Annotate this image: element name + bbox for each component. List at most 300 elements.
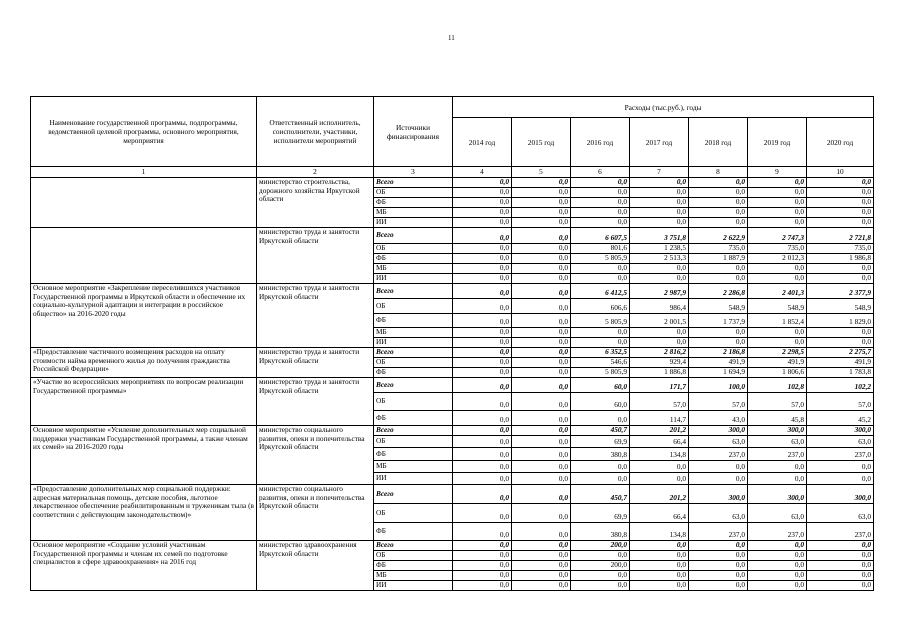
- funding-source: ФБ: [374, 254, 453, 264]
- expense-value: 102,2: [807, 378, 874, 393]
- expense-value: 0,0: [748, 188, 807, 198]
- expense-value: 0,0: [453, 228, 512, 244]
- expense-value: 0,0: [630, 218, 689, 228]
- expense-value: 548,9: [689, 299, 748, 314]
- expense-value: 0,0: [453, 393, 512, 411]
- funding-source: ИИ: [374, 338, 453, 348]
- expense-value: 43,0: [689, 411, 748, 426]
- expense-value: 0,0: [571, 328, 630, 338]
- expense-value: 57,0: [630, 393, 689, 411]
- funding-source: Всего: [374, 426, 453, 436]
- expense-value: 2 816,2: [630, 348, 689, 358]
- funding-source: ФБ: [374, 561, 453, 571]
- column-number: 10: [807, 167, 874, 178]
- expense-value: 0,0: [689, 581, 748, 591]
- expense-value: 450,7: [571, 485, 630, 504]
- expense-value: 0,0: [453, 178, 512, 188]
- measure-description: Основное мероприятие «Закрепление переселившихся участников Государственной программы в Иркутской области и обеспечение их социально-культурной адаптации и интеграции в российское общество» на 2016-2020 годы: [31, 284, 257, 348]
- expense-value: 0,0: [453, 523, 512, 541]
- expense-value: 0,0: [689, 178, 748, 188]
- expense-value: 0,0: [512, 378, 571, 393]
- expense-value: 546,6: [571, 358, 630, 368]
- measure-description: «Предоставление частичного возмещения расходов на оплату стоимости найма временного жилья до получения гражданства Российской Федерации»: [31, 348, 257, 378]
- expense-value: 100,0: [689, 378, 748, 393]
- expense-value: 0,0: [512, 348, 571, 358]
- expense-value: 0,0: [512, 284, 571, 299]
- expense-value: 66,4: [630, 436, 689, 448]
- expense-value: 0,0: [453, 218, 512, 228]
- expense-value: 0,0: [630, 274, 689, 284]
- expense-value: 0,0: [571, 571, 630, 581]
- expense-value: 0,0: [453, 198, 512, 208]
- expense-value: 237,0: [807, 448, 874, 461]
- expense-value: 1 238,5: [630, 244, 689, 254]
- column-number: 2: [257, 167, 374, 178]
- expense-value: 6 412,5: [571, 284, 630, 299]
- expense-value: 0,0: [512, 561, 571, 571]
- expense-value: 300,0: [807, 426, 874, 436]
- expense-value: 0,0: [689, 473, 748, 485]
- expense-value: 0,0: [453, 473, 512, 485]
- expense-value: 1 783,8: [807, 368, 874, 378]
- expense-value: 0,0: [630, 541, 689, 551]
- funding-source: ФБ: [374, 411, 453, 426]
- expense-value: 0,0: [571, 581, 630, 591]
- expense-value: 2 747,3: [748, 228, 807, 244]
- expense-value: 2 513,3: [630, 254, 689, 264]
- expense-value: 0,0: [748, 208, 807, 218]
- responsible-executor: министерство строительства, дорожного хозяйства Иркутской области: [257, 178, 374, 228]
- expense-value: 0,0: [571, 264, 630, 274]
- funding-source: МБ: [374, 208, 453, 218]
- expense-value: 0,0: [453, 561, 512, 571]
- expense-value: 0,0: [689, 561, 748, 571]
- expense-value: 0,0: [689, 328, 748, 338]
- expense-value: 0,0: [453, 338, 512, 348]
- expense-value: 300,0: [807, 485, 874, 504]
- expense-value: 0,0: [630, 461, 689, 473]
- column-number: 3: [374, 167, 453, 178]
- funding-source: ОБ: [374, 551, 453, 561]
- expense-value: 0,0: [748, 473, 807, 485]
- expense-value: 0,0: [512, 338, 571, 348]
- expense-value: 0,0: [512, 504, 571, 523]
- funding-source: ИИ: [374, 218, 453, 228]
- expense-value: 200,0: [571, 541, 630, 551]
- expense-value: 0,0: [571, 178, 630, 188]
- responsible-executor: министерство здравоохранения Иркутской области: [257, 541, 374, 591]
- expense-value: 2 012,3: [748, 254, 807, 264]
- column-number: 1: [31, 167, 257, 178]
- expense-value: 1 806,6: [748, 368, 807, 378]
- expense-value: 300,0: [689, 426, 748, 436]
- header-year: 2014 год: [453, 118, 512, 167]
- expense-value: 237,0: [689, 523, 748, 541]
- expense-value: 0,0: [748, 551, 807, 561]
- expense-value: 300,0: [689, 485, 748, 504]
- expense-value: 1 829,0: [807, 314, 874, 328]
- expense-value: 201,2: [630, 485, 689, 504]
- expense-value: 0,0: [512, 541, 571, 551]
- expense-value: 0,0: [512, 208, 571, 218]
- funding-source: Всего: [374, 541, 453, 551]
- expense-value: 0,0: [748, 561, 807, 571]
- expense-value: 0,0: [748, 571, 807, 581]
- expense-value: 0,0: [748, 328, 807, 338]
- expense-value: 0,0: [453, 299, 512, 314]
- expense-value: 0,0: [453, 328, 512, 338]
- funding-source: Всего: [374, 284, 453, 299]
- responsible-executor: министерство труда и занятости Иркутской области: [257, 348, 374, 378]
- expense-value: 0,0: [571, 551, 630, 561]
- header-name-column: Наименование государственной программы, подпрограммы, ведомственной целевой программы, основного мероприятия, мероприятия: [31, 97, 257, 167]
- table-row: [31, 228, 874, 244]
- column-number: 6: [571, 167, 630, 178]
- expense-value: 0,0: [807, 188, 874, 198]
- column-number: 9: [748, 167, 807, 178]
- expense-value: 0,0: [807, 264, 874, 274]
- expense-value: 63,0: [748, 436, 807, 448]
- expense-value: 2 401,3: [748, 284, 807, 299]
- header-year: 2015 год: [512, 118, 571, 167]
- expense-value: 0,0: [512, 264, 571, 274]
- expense-value: 0,0: [748, 581, 807, 591]
- expense-value: 735,0: [807, 244, 874, 254]
- expense-value: 2 186,8: [689, 348, 748, 358]
- expense-value: 0,0: [512, 299, 571, 314]
- expense-value: 380,8: [571, 523, 630, 541]
- expense-value: 0,0: [512, 314, 571, 328]
- expense-value: 2 721,8: [807, 228, 874, 244]
- expense-value: 2 275,7: [807, 348, 874, 358]
- column-number: 4: [453, 167, 512, 178]
- expense-value: 0,0: [630, 571, 689, 581]
- expense-value: 0,0: [807, 328, 874, 338]
- expense-value: 102,8: [748, 378, 807, 393]
- expense-value: 63,0: [689, 436, 748, 448]
- expense-value: 0,0: [571, 461, 630, 473]
- expense-value: 237,0: [748, 523, 807, 541]
- expense-value: 0,0: [807, 561, 874, 571]
- expense-value: 0,0: [689, 571, 748, 581]
- expense-value: 0,0: [630, 338, 689, 348]
- expense-value: 0,0: [630, 561, 689, 571]
- expense-value: 0,0: [453, 485, 512, 504]
- expense-value: 0,0: [512, 436, 571, 448]
- responsible-executor: министерство труда и занятости Иркутской области: [257, 228, 374, 284]
- expense-value: 63,0: [807, 504, 874, 523]
- expense-value: 63,0: [689, 504, 748, 523]
- header-executor-column: Ответственный исполнитель, соисполнители, участники, исполнители мероприятий: [257, 97, 374, 167]
- expense-value: 5 805,9: [571, 254, 630, 264]
- expense-value: 0,0: [512, 218, 571, 228]
- expense-value: 0,0: [571, 208, 630, 218]
- measure-description: [31, 178, 257, 228]
- expense-value: 0,0: [807, 541, 874, 551]
- expense-value: 0,0: [512, 188, 571, 198]
- expense-value: 0,0: [630, 473, 689, 485]
- expense-value: 2 001,5: [630, 314, 689, 328]
- expense-value: 0,0: [630, 198, 689, 208]
- funding-source: Всего: [374, 228, 453, 244]
- expense-value: 171,7: [630, 378, 689, 393]
- expense-value: 0,0: [512, 274, 571, 284]
- expense-value: 606,6: [571, 299, 630, 314]
- expense-value: 0,0: [512, 426, 571, 436]
- expense-value: 0,0: [689, 218, 748, 228]
- header-year: 2016 год: [571, 118, 630, 167]
- funding-source: Всего: [374, 348, 453, 358]
- header-year: 2018 год: [689, 118, 748, 167]
- expense-value: 0,0: [807, 178, 874, 188]
- expense-value: 0,0: [748, 198, 807, 208]
- expense-value: 3 751,8: [630, 228, 689, 244]
- expense-value: 0,0: [689, 338, 748, 348]
- expense-value: 0,0: [571, 411, 630, 426]
- expense-value: 0,0: [748, 218, 807, 228]
- expense-value: 2 622,9: [689, 228, 748, 244]
- expense-value: 0,0: [512, 198, 571, 208]
- funding-source: ФБ: [374, 368, 453, 378]
- expense-value: 200,0: [571, 561, 630, 571]
- expense-value: 0,0: [571, 274, 630, 284]
- expense-value: 1 852,4: [748, 314, 807, 328]
- header-source-column: Источники финансирования: [374, 97, 453, 167]
- table-row: [31, 378, 874, 393]
- expense-value: 60,0: [571, 378, 630, 393]
- expense-value: 0,0: [512, 244, 571, 254]
- expense-value: 0,0: [512, 485, 571, 504]
- expense-value: 0,0: [512, 411, 571, 426]
- funding-source: МБ: [374, 328, 453, 338]
- expense-value: 57,0: [748, 393, 807, 411]
- expense-value: 6 352,5: [571, 348, 630, 358]
- funding-source: МБ: [374, 264, 453, 274]
- expense-value: 63,0: [807, 436, 874, 448]
- expense-value: 0,0: [453, 504, 512, 523]
- expense-value: 801,6: [571, 244, 630, 254]
- expense-value: 380,8: [571, 448, 630, 461]
- responsible-executor: министерство социального развития, опеки и попечительства Иркутской области: [257, 485, 374, 541]
- expense-value: 0,0: [748, 178, 807, 188]
- expense-value: 986,4: [630, 299, 689, 314]
- expense-value: 0,0: [689, 551, 748, 561]
- measure-description: Основное мероприятие «Создание условий участникам Государственной программы и членам их семей по подготовке специалистов в сфере здравоохранения» на 2016 год: [31, 541, 257, 591]
- expense-value: 1 887,9: [689, 254, 748, 264]
- table-row: [31, 178, 874, 188]
- expense-value: 0,0: [807, 198, 874, 208]
- expense-value: 0,0: [807, 218, 874, 228]
- expense-value: 0,0: [689, 264, 748, 274]
- expense-value: 0,0: [512, 228, 571, 244]
- expense-value: 0,0: [453, 188, 512, 198]
- responsible-executor: министерство труда и занятости Иркутской области: [257, 378, 374, 426]
- expense-value: 0,0: [571, 473, 630, 485]
- table-row: [31, 541, 874, 551]
- expense-value: 134,8: [630, 523, 689, 541]
- expense-value: 0,0: [512, 448, 571, 461]
- column-number: 8: [689, 167, 748, 178]
- expense-value: 0,0: [453, 411, 512, 426]
- header-year: 2019 год: [748, 118, 807, 167]
- measure-description: «Участие во всероссийских мероприятиях по вопросам реализации Государственной программы»: [31, 378, 257, 426]
- expense-value: 0,0: [453, 314, 512, 328]
- measure-description: Основное мероприятие «Усиление дополнительных мер социальной поддержки участникам Государственной программы, а также членам их семей» на 2016-2020 годы: [31, 426, 257, 485]
- expense-value: 0,0: [512, 178, 571, 188]
- funding-source: ОБ: [374, 299, 453, 314]
- expense-value: 237,0: [807, 523, 874, 541]
- expense-value: 134,8: [630, 448, 689, 461]
- expense-value: 2 298,5: [748, 348, 807, 358]
- header-year: 2020 год: [807, 118, 874, 167]
- measure-description: [31, 228, 257, 284]
- funding-source: ФБ: [374, 523, 453, 541]
- funding-source: ОБ: [374, 393, 453, 411]
- expense-value: 69,9: [571, 504, 630, 523]
- expense-value: 0,0: [453, 571, 512, 581]
- funding-source: Всего: [374, 485, 453, 504]
- expense-value: 0,0: [807, 581, 874, 591]
- expense-value: 491,9: [807, 358, 874, 368]
- expense-value: 0,0: [453, 274, 512, 284]
- expense-value: 63,0: [748, 504, 807, 523]
- expense-value: 735,0: [689, 244, 748, 254]
- funding-source: ИИ: [374, 274, 453, 284]
- expense-value: 0,0: [512, 368, 571, 378]
- expense-value: 66,4: [630, 504, 689, 523]
- expense-value: 0,0: [807, 338, 874, 348]
- expense-value: 0,0: [453, 426, 512, 436]
- expense-value: 0,0: [453, 551, 512, 561]
- funding-source: ФБ: [374, 448, 453, 461]
- expense-value: 0,0: [630, 264, 689, 274]
- expense-value: 57,0: [807, 393, 874, 411]
- expense-value: 735,0: [748, 244, 807, 254]
- responsible-executor: министерство труда и занятости Иркутской области: [257, 284, 374, 348]
- expense-value: 0,0: [689, 198, 748, 208]
- expense-value: 0,0: [453, 244, 512, 254]
- expense-value: 0,0: [630, 208, 689, 218]
- funding-source: МБ: [374, 571, 453, 581]
- expense-value: 237,0: [689, 448, 748, 461]
- expense-value: 0,0: [748, 338, 807, 348]
- page-number: 11: [448, 34, 455, 42]
- expense-value: 0,0: [630, 188, 689, 198]
- funding-source: ОБ: [374, 244, 453, 254]
- responsible-executor: министерство социального развития, опеки и попечительства Иркутской области: [257, 426, 374, 485]
- table-row: [31, 284, 874, 299]
- expense-value: 0,0: [453, 448, 512, 461]
- expense-value: 0,0: [630, 581, 689, 591]
- expense-value: 6 607,5: [571, 228, 630, 244]
- expense-value: 0,0: [807, 274, 874, 284]
- expense-value: 300,0: [748, 426, 807, 436]
- expense-value: 0,0: [453, 368, 512, 378]
- expense-value: 300,0: [748, 485, 807, 504]
- expense-value: 929,4: [630, 358, 689, 368]
- expense-value: 548,9: [807, 299, 874, 314]
- expense-value: 201,2: [630, 426, 689, 436]
- funding-source: ИИ: [374, 581, 453, 591]
- expense-value: 0,0: [453, 254, 512, 264]
- table-row: [31, 485, 874, 504]
- funding-source: ОБ: [374, 188, 453, 198]
- expense-value: 0,0: [748, 541, 807, 551]
- expense-value: 548,9: [748, 299, 807, 314]
- table-row: [31, 348, 874, 358]
- expense-value: 0,0: [453, 378, 512, 393]
- expense-value: 0,0: [689, 274, 748, 284]
- expense-value: 1 737,9: [689, 314, 748, 328]
- expense-value: 0,0: [512, 393, 571, 411]
- expense-value: 0,0: [689, 541, 748, 551]
- expense-value: 2 377,9: [807, 284, 874, 299]
- expense-value: 0,0: [512, 254, 571, 264]
- expense-value: 45,8: [748, 411, 807, 426]
- expense-value: 0,0: [807, 473, 874, 485]
- expense-value: 0,0: [689, 461, 748, 473]
- expense-value: 0,0: [512, 473, 571, 485]
- funding-source: ОБ: [374, 504, 453, 523]
- expense-value: 0,0: [630, 178, 689, 188]
- expenses-table: [30, 96, 874, 591]
- expense-value: 1 986,8: [807, 254, 874, 264]
- table-row: [31, 426, 874, 436]
- funding-source: МБ: [374, 461, 453, 473]
- expense-value: 57,0: [689, 393, 748, 411]
- expense-value: 0,0: [630, 328, 689, 338]
- column-number: 7: [630, 167, 689, 178]
- expense-value: 0,0: [512, 523, 571, 541]
- expense-value: 0,0: [512, 461, 571, 473]
- expense-value: 0,0: [807, 208, 874, 218]
- funding-source: ИИ: [374, 473, 453, 485]
- expense-value: 0,0: [453, 461, 512, 473]
- expense-value: 0,0: [453, 284, 512, 299]
- expense-value: 1 694,9: [689, 368, 748, 378]
- expense-value: 0,0: [453, 436, 512, 448]
- expense-value: 5 805,9: [571, 314, 630, 328]
- column-number: 5: [512, 167, 571, 178]
- expense-value: 0,0: [807, 551, 874, 561]
- expense-value: 0,0: [453, 581, 512, 591]
- expense-value: 450,7: [571, 426, 630, 436]
- expense-value: 0,0: [453, 208, 512, 218]
- funding-source: Всего: [374, 178, 453, 188]
- header-year: 2017 год: [630, 118, 689, 167]
- expense-value: 0,0: [748, 274, 807, 284]
- expense-value: 0,0: [512, 581, 571, 591]
- measure-description: «Предоставление дополнительных мер социальной поддержки: адресная материальная помощь, детские пособия, льготное лекарственное обеспечение реабилитированным и труженикам тыла (в соответствии с действующим законодательством)»: [31, 485, 257, 541]
- funding-source: ФБ: [374, 198, 453, 208]
- expense-value: 5 805,9: [571, 368, 630, 378]
- expense-value: 0,0: [571, 188, 630, 198]
- funding-source: ФБ: [374, 314, 453, 328]
- expense-value: 237,0: [748, 448, 807, 461]
- expense-value: 0,0: [807, 461, 874, 473]
- expense-value: 0,0: [807, 571, 874, 581]
- expense-value: 0,0: [453, 541, 512, 551]
- expense-value: 0,0: [512, 328, 571, 338]
- funding-source: ОБ: [374, 436, 453, 448]
- table-body: [31, 178, 874, 591]
- expense-value: 0,0: [571, 218, 630, 228]
- expense-value: 2 286,8: [689, 284, 748, 299]
- expense-value: 0,0: [630, 551, 689, 561]
- expense-value: 0,0: [748, 264, 807, 274]
- expense-value: 60,0: [571, 393, 630, 411]
- expense-value: 0,0: [512, 551, 571, 561]
